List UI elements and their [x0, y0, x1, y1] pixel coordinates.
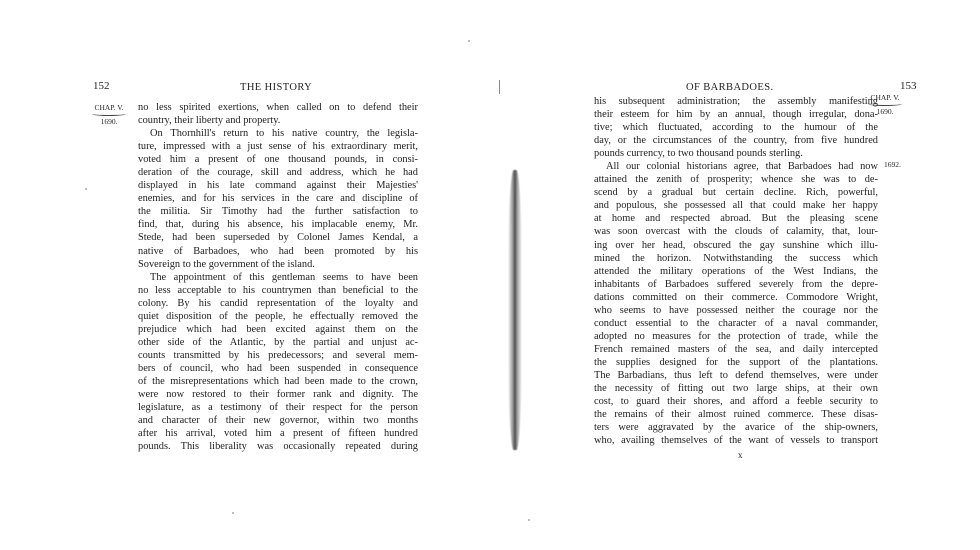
right-margin-year: 1690.	[876, 107, 894, 116]
left-text-line: other side of the Atlantic, by the partial and unjust ac-	[138, 336, 418, 348]
right-text-line: cost, to guard their shores, and afford a feeble security to	[594, 396, 878, 408]
left-text-line: pounds. This liberality was occasionally repeated during	[138, 441, 418, 453]
right-text-line: attended the military operations of the West Indians, the	[594, 265, 878, 277]
right-text-line: French remained masters of the sea, and daily intercepted	[594, 343, 878, 355]
left-text-line: no less spirited exertions, when called on to defend their	[138, 102, 418, 113]
left-text-line: colony. By his candid representation of the loyalty and	[138, 297, 418, 309]
right-text-line: inhabitants of Barbadoes suffered severely from the depre-	[594, 278, 878, 290]
left-text-line: On Thornhill's return to his native country, the legisla-	[150, 128, 418, 140]
right-text-line: mined the horizon. Notwithstanding the success which	[594, 252, 878, 264]
left-text-line: quiet disposition of the people, he effectually removed the	[138, 310, 418, 322]
right-text-line: who, availing themselves of the want of vessels to transport	[594, 435, 878, 447]
left-text-line: were now restored to their former rank and dignity. The	[138, 389, 418, 401]
right-page	[490, 0, 980, 550]
left-body-text	[138, 101, 418, 453]
right-page-number: 153	[900, 80, 917, 92]
right-text-line: attained the zenith of prosperity; whence she was to de-	[594, 174, 878, 186]
left-margin-brace	[92, 112, 126, 116]
left-text-line: Stede, had been superseded by Colonel James Kendal, a	[138, 232, 418, 244]
right-text-line: The Barbadians, thus left to defend themselves, were under	[594, 369, 878, 381]
left-text-line: enemies, and for his services in the care and discipline of	[138, 193, 418, 205]
left-text-line: of the misrepresentations which had been made to the crown,	[138, 375, 418, 387]
left-text-line: no less acceptable to his countrymen than beneficial to the	[138, 284, 418, 296]
right-text-line: their esteem for him by an annual, though irregular, dona-	[594, 109, 878, 121]
left-text-line: country, their liberty and property.	[138, 115, 281, 127]
left-margin-chapter: CHAP. V.	[94, 103, 124, 112]
left-text-line: legislature, as a testimony of their respect for the person	[138, 402, 418, 414]
right-text-line: ters were aggravated by the avarice of the ship-owners,	[594, 422, 878, 434]
left-text-line: counts transmitted by his predecessors; and several mem-	[138, 349, 418, 361]
right-text-line: and populous, she possessed all that could make her happy	[594, 200, 878, 212]
left-margin-note	[92, 103, 126, 126]
right-text-line: scend by a gradual but certain decline. Rich, powerful,	[594, 187, 878, 199]
right-margin-chapter: CHAP. V.	[870, 93, 900, 102]
right-text-line: dations committed on their commerce. Commodore Wright,	[594, 291, 878, 303]
speck	[468, 40, 470, 42]
right-text-line: ing over her head, obscured the gay sunshine which illu-	[594, 239, 878, 251]
left-page-number: 152	[93, 80, 110, 92]
right-text-line: his subsequent administration; the assembly manifesting	[594, 96, 878, 107]
right-text-line: day, or the circumstances of the country, from five hundred	[594, 135, 878, 147]
right-margin-year-2: 1692.	[884, 160, 901, 169]
left-text-line: deration of the courage, skill and address, which he had	[138, 167, 418, 179]
left-text-line: displayed in his late command against their Majesties'	[138, 180, 418, 192]
speck	[85, 188, 87, 190]
right-text-line: adopted no measures for the protection of trade, while the	[594, 330, 878, 342]
right-body-text	[594, 95, 878, 447]
right-text-line: pounds currency, to two thousand pounds sterling.	[594, 148, 803, 160]
signature-mark: x	[738, 450, 743, 460]
right-text-line: the supplies designed for the support of the plantations.	[594, 356, 878, 368]
left-text-line: The appointment of this gentleman seems to have been	[150, 271, 418, 283]
right-text-line: the remains of their almost ruined commerce. These disas-	[594, 409, 878, 421]
right-text-line: at home and respected abroad. But the pleasing scene	[594, 213, 878, 225]
left-text-line: native of Barbadoes, who had been promoted by his	[138, 245, 418, 257]
left-text-line: after his arrival, voted him a present of fifteen hundred	[138, 428, 418, 440]
left-text-line: and character of their new governor, within two months	[138, 415, 418, 427]
left-text-line: Sovereign to the government of the island.	[138, 258, 315, 270]
right-text-line: All our colonial historians agree, that Barbadoes had now	[606, 161, 878, 173]
left-text-line: the militia. Sir Timothy had the further satisfaction to	[138, 206, 418, 218]
left-running-head: THE HISTORY	[240, 82, 313, 93]
right-text-line: conduct essential to the character of a naval commander,	[594, 317, 878, 329]
right-text-line: the necessity of fitting out two large ships, at their own	[594, 383, 878, 395]
right-text-line: who seems to have possessed neither the courage nor the	[594, 304, 878, 316]
right-text-line: tive; which fluctuated, according to the humour of the	[594, 122, 878, 134]
right-text-line: was soon overcast with the clouds of calamity, that, lour-	[594, 226, 878, 238]
right-running-head: OF BARBADOES.	[686, 82, 774, 93]
left-text-line: ture, impressed with a just sense of his extraordinary merit,	[138, 141, 418, 153]
left-margin-year: 1690.	[100, 117, 118, 126]
left-text-line: prejudice which had been excited against them on the	[138, 323, 418, 335]
left-text-line: voted him a present of one thousand pounds, in consi-	[138, 154, 418, 166]
left-text-line: find, that, during his absence, his implacable enemy, Mr.	[138, 219, 418, 231]
speck	[232, 512, 234, 514]
left-text-line: bers of council, who had been suspended in consequence	[138, 362, 418, 374]
